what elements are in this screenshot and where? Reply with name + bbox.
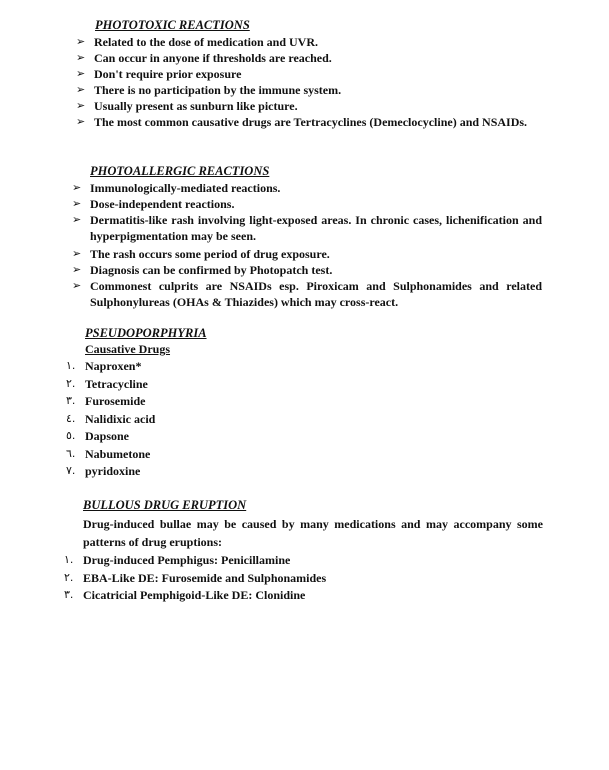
arrow-bullet-icon: ➢ <box>72 247 82 260</box>
list-item: ٦. Nabumetone <box>66 446 151 461</box>
list-number: ٦. <box>66 446 76 460</box>
arrow-bullet-icon: ➢ <box>72 213 82 226</box>
list-number: ٥. <box>66 429 76 442</box>
bullous-heading: BULLOUS DRUG ERUPTION <box>83 498 247 512</box>
list-number: ٣. <box>66 394 76 407</box>
photoallergic-list <box>0 180 609 312</box>
list-item: ٣. Cicatricial Pemphigoid-Like DE: Clonidine <box>64 588 306 602</box>
list-number: ٤. <box>66 411 76 425</box>
list-number: ٢. <box>64 570 74 584</box>
list-item: ١. Drug-induced Pemphigus: Penicillamine <box>64 553 291 567</box>
list-item: ➢ There is no participation by the immune system. <box>76 83 342 97</box>
list-item: ➢ The rash occurs some period of drug exposure. <box>72 247 330 261</box>
bullous-section <box>0 497 609 605</box>
arrow-bullet-icon: ➢ <box>76 67 86 80</box>
arrow-bullet-icon: ➢ <box>76 99 86 112</box>
photoallergic-section <box>0 163 609 312</box>
list-item: ➢ Don't require prior exposure <box>76 67 242 81</box>
list-number: ١. <box>64 553 74 566</box>
list-number: ١. <box>66 359 76 372</box>
list-item: ➢ Related to the dose of medication and UVR. <box>76 35 318 49</box>
list-number: ٢. <box>66 376 76 390</box>
list-item: ➢ The most common causative drugs are Tertracyclines (Demeclocycline) and NSAIDs. <box>76 115 528 129</box>
list-item: ➢ Diagnosis can be confirmed by Photopatch test. <box>72 263 333 277</box>
phototoxic-section <box>0 17 609 148</box>
arrow-bullet-icon: ➢ <box>72 279 82 292</box>
list-number: ٣. <box>64 588 74 601</box>
pseudoporphyria-section <box>0 325 609 481</box>
causative-drugs-subheading: Causative Drugs <box>85 342 171 356</box>
list-item: ٥. Dapsone <box>66 429 130 443</box>
pseudoporphyria-list <box>0 358 609 481</box>
list-item: ٣. Furosemide <box>66 394 146 408</box>
arrow-bullet-icon: ➢ <box>76 115 86 128</box>
arrow-bullet-icon: ➢ <box>76 35 86 48</box>
arrow-bullet-icon: ➢ <box>76 51 86 64</box>
list-item: ٧. pyridoxine <box>66 464 141 478</box>
list-item: ٢. EBA-Like DE: Furosemide and Sulphonamides <box>64 570 327 585</box>
phototoxic-heading: PHOTOTOXIC REACTIONS <box>95 18 250 32</box>
photoallergic-heading: PHOTOALLERGIC REACTIONS <box>90 164 270 178</box>
arrow-bullet-icon: ➢ <box>72 263 82 276</box>
arrow-bullet-icon: ➢ <box>72 181 82 194</box>
list-item: ➢ Dermatitis-like rash involving light-exposed areas. In chronic cases, lichenification and hyperpigmentation may be seen. <box>72 213 542 243</box>
arrow-bullet-icon: ➢ <box>72 197 82 210</box>
bullous-list <box>0 552 609 605</box>
list-item: ٢. Tetracycline <box>66 376 148 391</box>
list-item: ➢ Immunologically-mediated reactions. <box>72 181 281 195</box>
list-number: ٧. <box>66 464 76 477</box>
list-item: ١. Naproxen* <box>66 359 142 373</box>
pseudoporphyria-heading: PSEUDOPORPHYRIA <box>85 326 207 340</box>
bullous-intro: Drug-induced bullae may be caused by many medications and may accompany some patterns of drug eruptions: <box>83 517 543 549</box>
list-item: ٤. Nalidixic acid <box>66 411 156 426</box>
list-item: ➢ Commonest culprits are NSAIDs esp. Piroxicam and Sulphonamides and related Sulphonylureas (OHAs & Thiazides) which may cross-react. <box>72 279 542 309</box>
list-item: ➢ Can occur in anyone if thresholds are reached. <box>76 51 332 65</box>
arrow-bullet-icon: ➢ <box>76 83 86 96</box>
list-item: ➢ Dose-independent reactions. <box>72 197 235 211</box>
list-item: ➢ Usually present as sunburn like picture. <box>76 99 298 113</box>
phototoxic-list <box>0 34 609 148</box>
